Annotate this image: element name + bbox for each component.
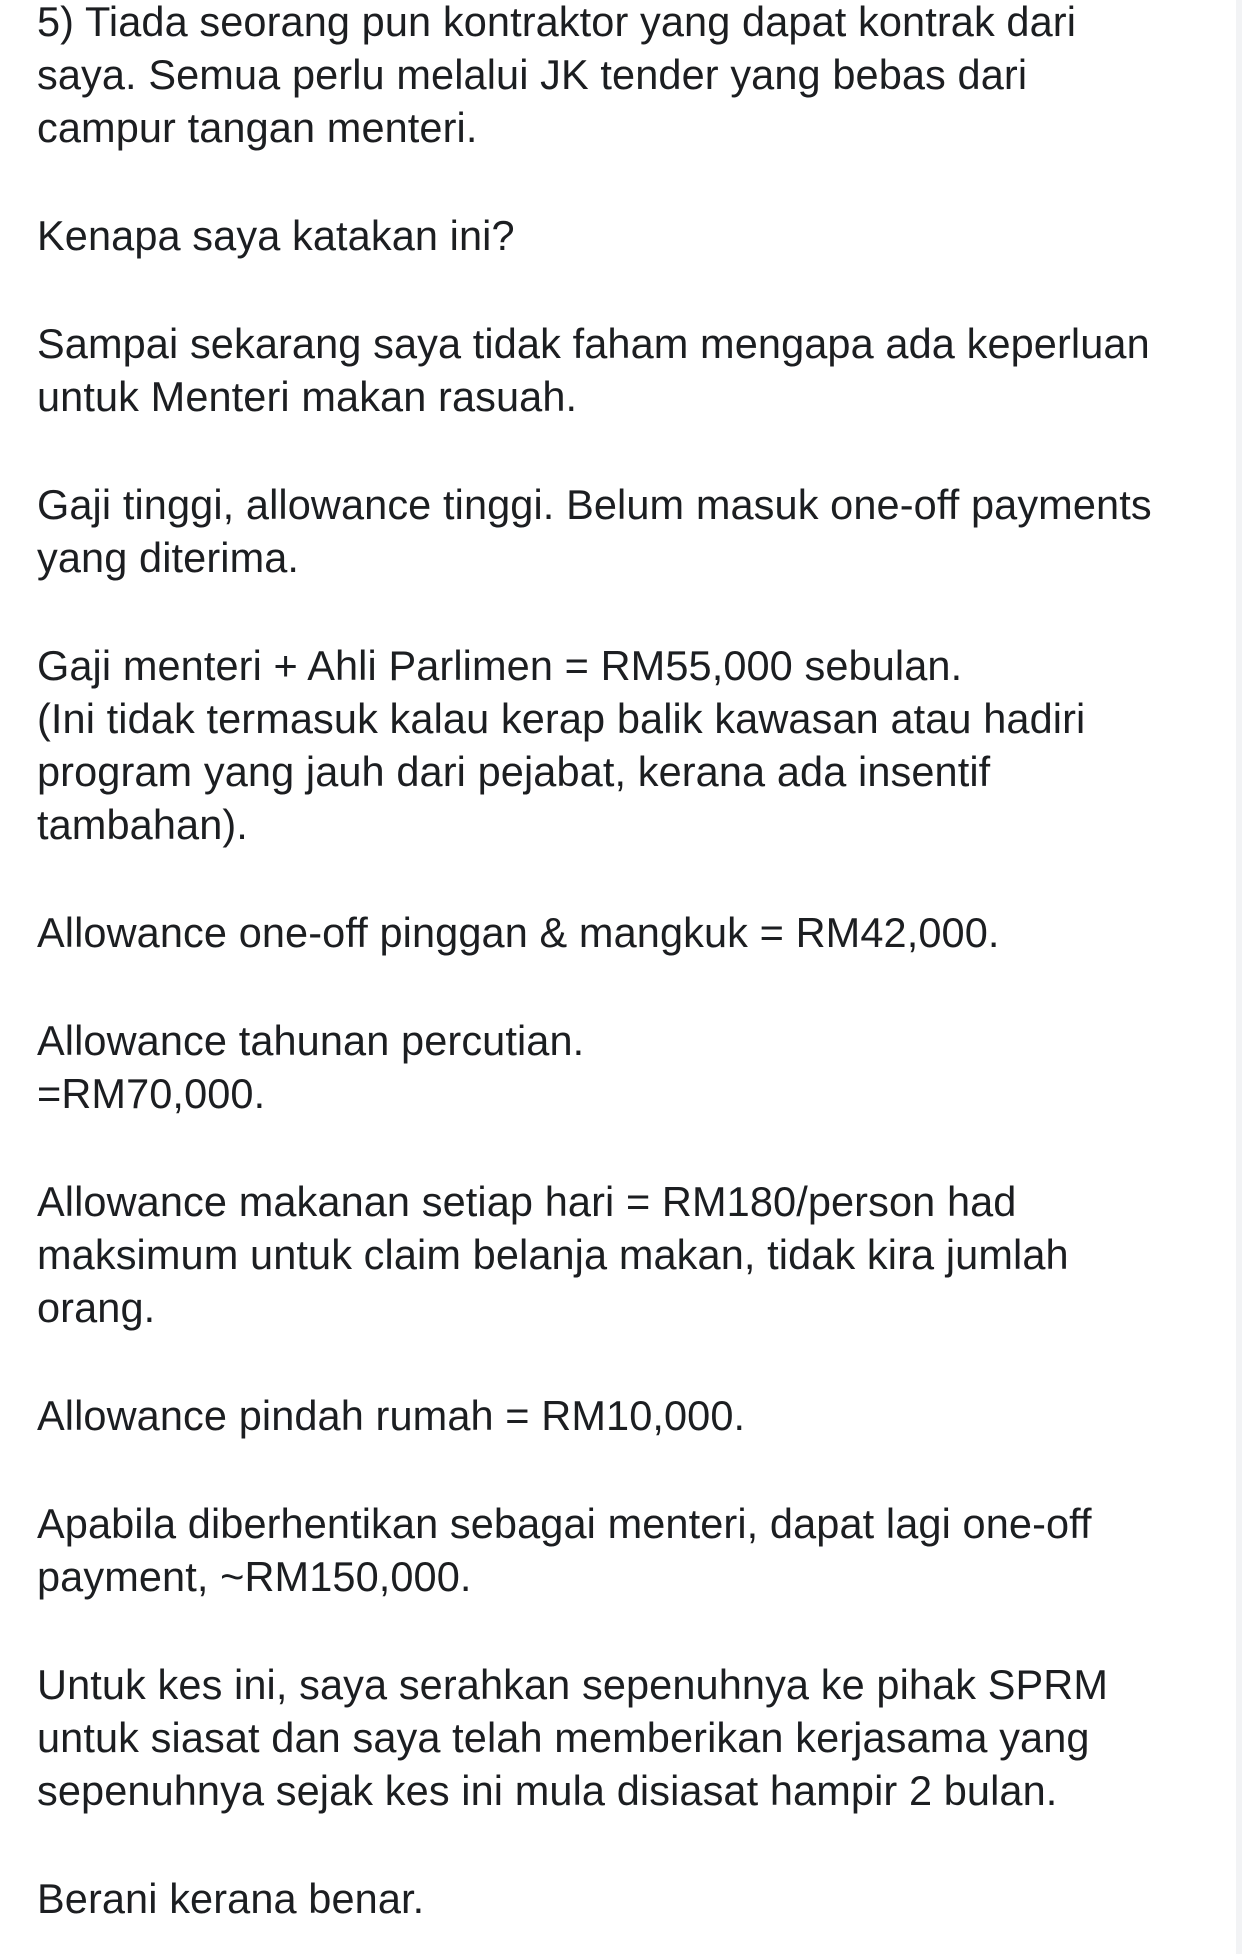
post-text-line: untuk Menteri makan rasuah. bbox=[37, 373, 578, 420]
post-text-line: (Ini tidak termasuk kalau kerap balik kawasan atau hadiri bbox=[37, 695, 1086, 742]
post-text-line: yang diterima. bbox=[37, 534, 300, 581]
post-text-line: =RM70,000. bbox=[37, 1070, 266, 1117]
post-text-line: campur tangan menteri. bbox=[37, 104, 478, 151]
post-text-line: payment, ~RM150,000. bbox=[37, 1553, 472, 1600]
post-text-line: Allowance one-off pinggan & mangkuk = RM42,000. bbox=[37, 909, 1000, 956]
post-text-line: Apabila diberhentikan sebagai menteri, dapat lagi one-off bbox=[37, 1500, 1092, 1547]
post-text-line: program yang jauh dari pejabat, kerana ada insentif bbox=[37, 748, 991, 795]
post-text-line: Gaji menteri + Ahli Parlimen = RM55,000 sebulan. bbox=[37, 642, 963, 689]
post-text-line: tambahan). bbox=[37, 801, 248, 848]
post-text-line: 5) Tiada seorang pun kontraktor yang dapat kontrak dari bbox=[37, 0, 1077, 45]
post-text-line: Kenapa saya katakan ini? bbox=[37, 212, 515, 259]
post-text-line: untuk siasat dan saya telah memberikan kerjasama yang bbox=[37, 1714, 1090, 1761]
post-text-line: Allowance tahunan percutian. bbox=[37, 1017, 585, 1064]
post-text-line: maksimum untuk claim belanja makan, tidak kira jumlah bbox=[37, 1231, 1069, 1278]
post-text-line: Gaji tinggi, allowance tinggi. Belum masuk one-off payments bbox=[37, 481, 1152, 528]
post-text-line: Allowance makanan setiap hari = RM180/person had bbox=[37, 1178, 1017, 1225]
post-text-line: Sampai sekarang saya tidak faham mengapa ada keperluan bbox=[37, 320, 1150, 367]
post-text-line: Berani kerana benar. bbox=[37, 1875, 425, 1922]
scroll-edge bbox=[1236, 0, 1242, 1954]
post-text-line: orang. bbox=[37, 1284, 156, 1331]
post-text-line: Allowance pindah rumah = RM10,000. bbox=[37, 1392, 746, 1439]
post-text-line: sepenuhnya sejak kes ini mula disiasat hampir 2 bulan. bbox=[37, 1767, 1058, 1814]
post-text-line: Untuk kes ini, saya serahkan sepenuhnya ke pihak SPRM bbox=[37, 1661, 1109, 1708]
post-text-line: saya. Semua perlu melalui JK tender yang bebas dari bbox=[37, 51, 1028, 98]
